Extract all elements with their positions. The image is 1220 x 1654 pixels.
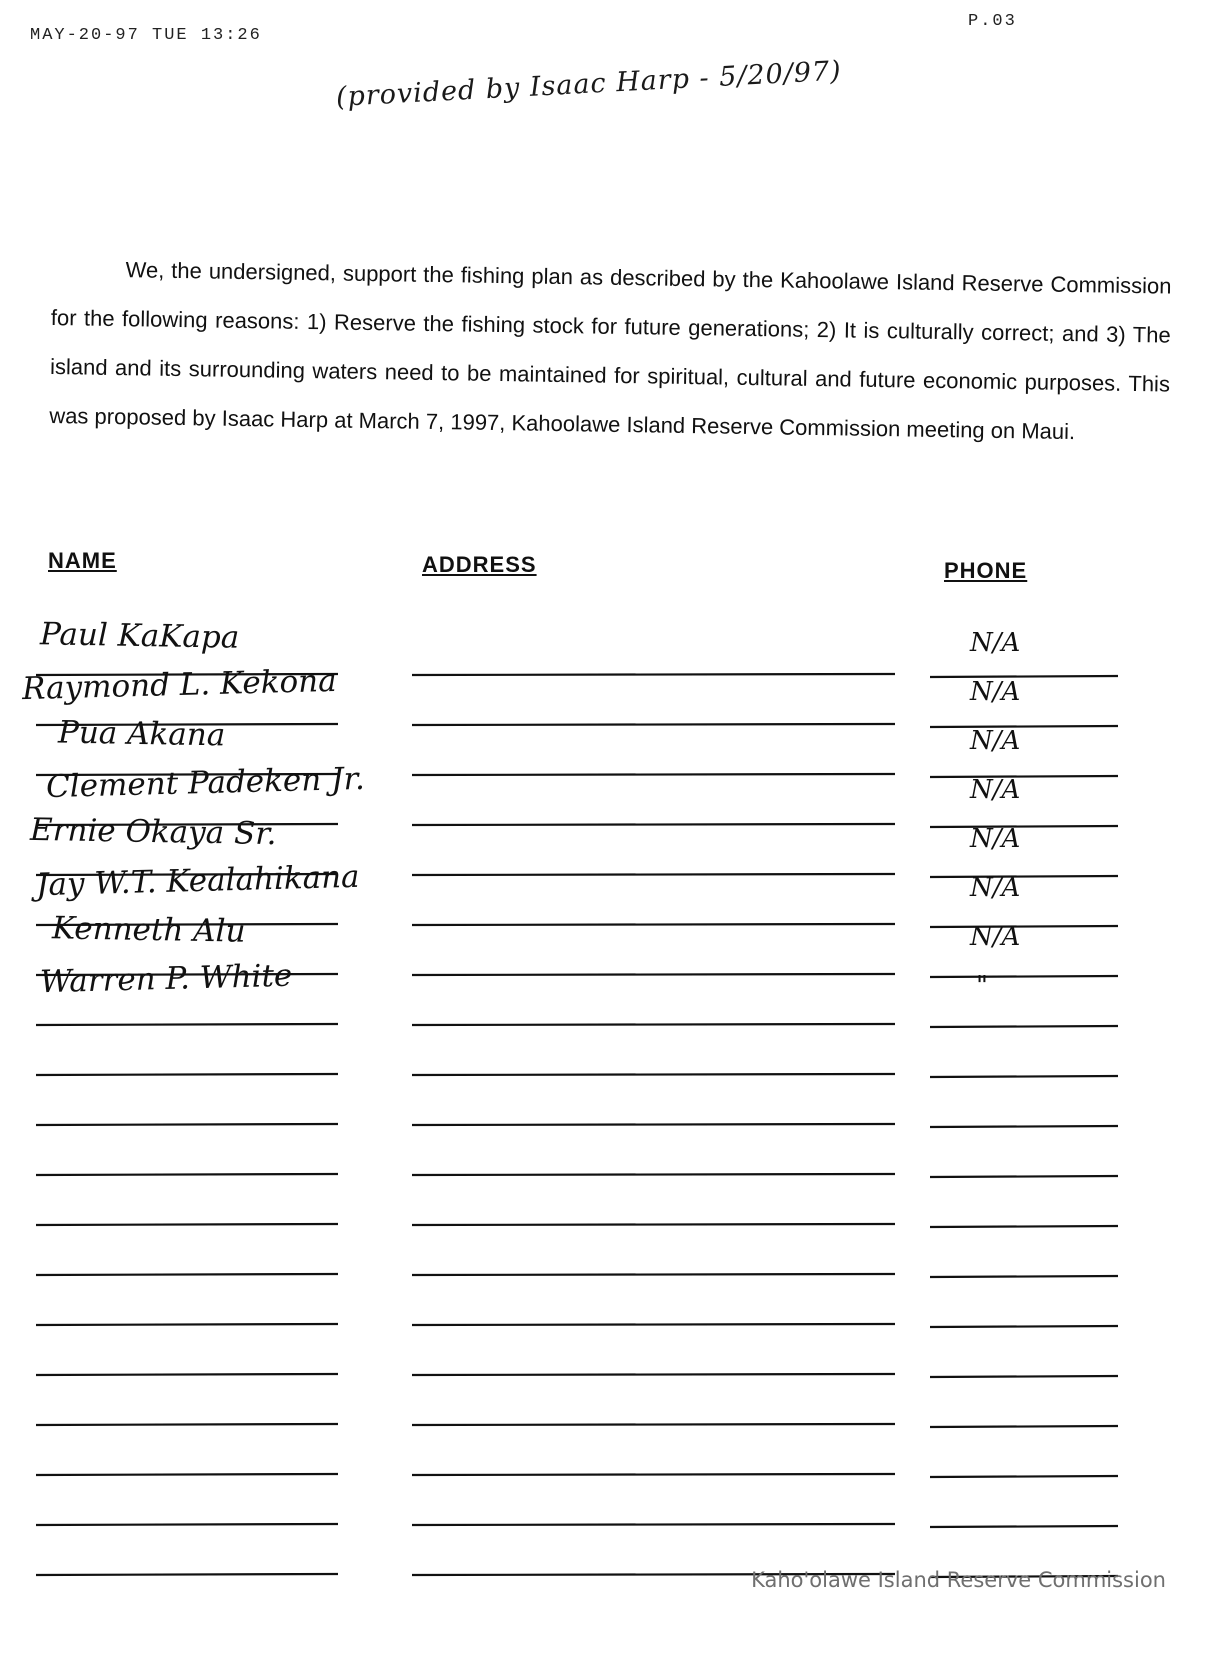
signature-name: Jay W.T. Kealahikana [35,858,360,904]
phone-line [930,1326,1118,1327]
signature-name: Pua Akana [57,714,226,754]
name-line [36,1574,338,1575]
name-line [36,1174,338,1175]
phone-line [930,1076,1118,1077]
signature-name: Warren P. White [39,957,293,1001]
statement-text: We, the undersigned, support the fishing plan as described by the Kahoolawe Island Reserve Commission for the following reasons: 1) Reserve the fishing stock for future generations; 2) It is culturally correct; and 3) The island and its surrounding waters need to be maintained for spiritual, cultural and future economic purposes. This was proposed by Isaac Harp at March 7, 1997, Kahoolawe Island Reserve Commission meeting on Maui. [49,257,1172,445]
name-line [36,1024,338,1025]
name-line [36,1074,338,1075]
address-line [412,1474,895,1475]
address-line [412,774,895,775]
phone-line [930,876,1118,877]
signature-phone: N/A [970,824,1021,854]
phone-line [930,1376,1118,1377]
signature-name: Kenneth Alu [51,910,246,950]
name-line [36,1374,338,1375]
phone-line [930,1276,1118,1277]
phone-line [930,826,1118,827]
signature-name: Paul KaKapa [39,616,240,656]
signature-phone: N/A [970,922,1021,952]
phone-line [930,1026,1118,1027]
address-line [412,1374,895,1375]
address-line [412,674,895,675]
signature-phone: N/A [970,677,1021,707]
name-line [36,1424,338,1425]
signature-name: Raymond L. Kekona [21,662,338,708]
source-watermark: Kaho'olawe Island Reserve Commission [751,1568,1166,1592]
name-line [36,1124,338,1125]
signature-phone: N/A [970,628,1021,658]
phone-line [930,1426,1118,1427]
address-line [412,824,895,825]
name-line [36,1224,338,1225]
signature-name: Clement Padeken Jr. [45,760,366,806]
address-line [412,1524,895,1525]
address-line [412,1074,895,1075]
signature-name: Ernie Okaya Sr. [29,811,277,853]
address-line [412,724,895,725]
column-header-address: ADDRESS [422,552,537,577]
address-line [412,924,895,925]
phone-line [930,976,1118,977]
phone-line [930,1476,1118,1477]
address-line [412,974,895,975]
fax-page-number: P.03 [968,12,1017,31]
address-line [412,1224,895,1225]
address-line [412,1124,895,1125]
phone-line [930,676,1118,677]
signature-phone: " [976,971,988,1001]
address-line [412,1274,895,1275]
fax-timestamp: MAY-20-97 TUE 13:26 [30,26,262,45]
address-line [412,874,895,875]
address-line [412,1324,895,1325]
phone-line [930,1176,1118,1177]
name-line [36,1474,338,1475]
name-line [36,1524,338,1525]
signature-phone: N/A [970,873,1021,903]
address-line [412,1424,895,1425]
column-header-phone: PHONE [944,558,1028,583]
name-line [36,1274,338,1275]
phone-line [930,776,1118,777]
phone-line [930,1126,1118,1127]
phone-line [930,1526,1118,1527]
handwritten-provenance-note: (provided by Isaac Harp - 5/20/97) [335,55,843,113]
signature-phone: N/A [970,775,1021,805]
address-line [412,1174,895,1175]
phone-line [930,1226,1118,1227]
phone-line [930,926,1118,927]
name-line [36,1324,338,1325]
address-line [412,1024,895,1025]
phone-line [930,726,1118,727]
column-header-name: NAME [48,548,117,573]
signature-phone: N/A [970,726,1021,756]
